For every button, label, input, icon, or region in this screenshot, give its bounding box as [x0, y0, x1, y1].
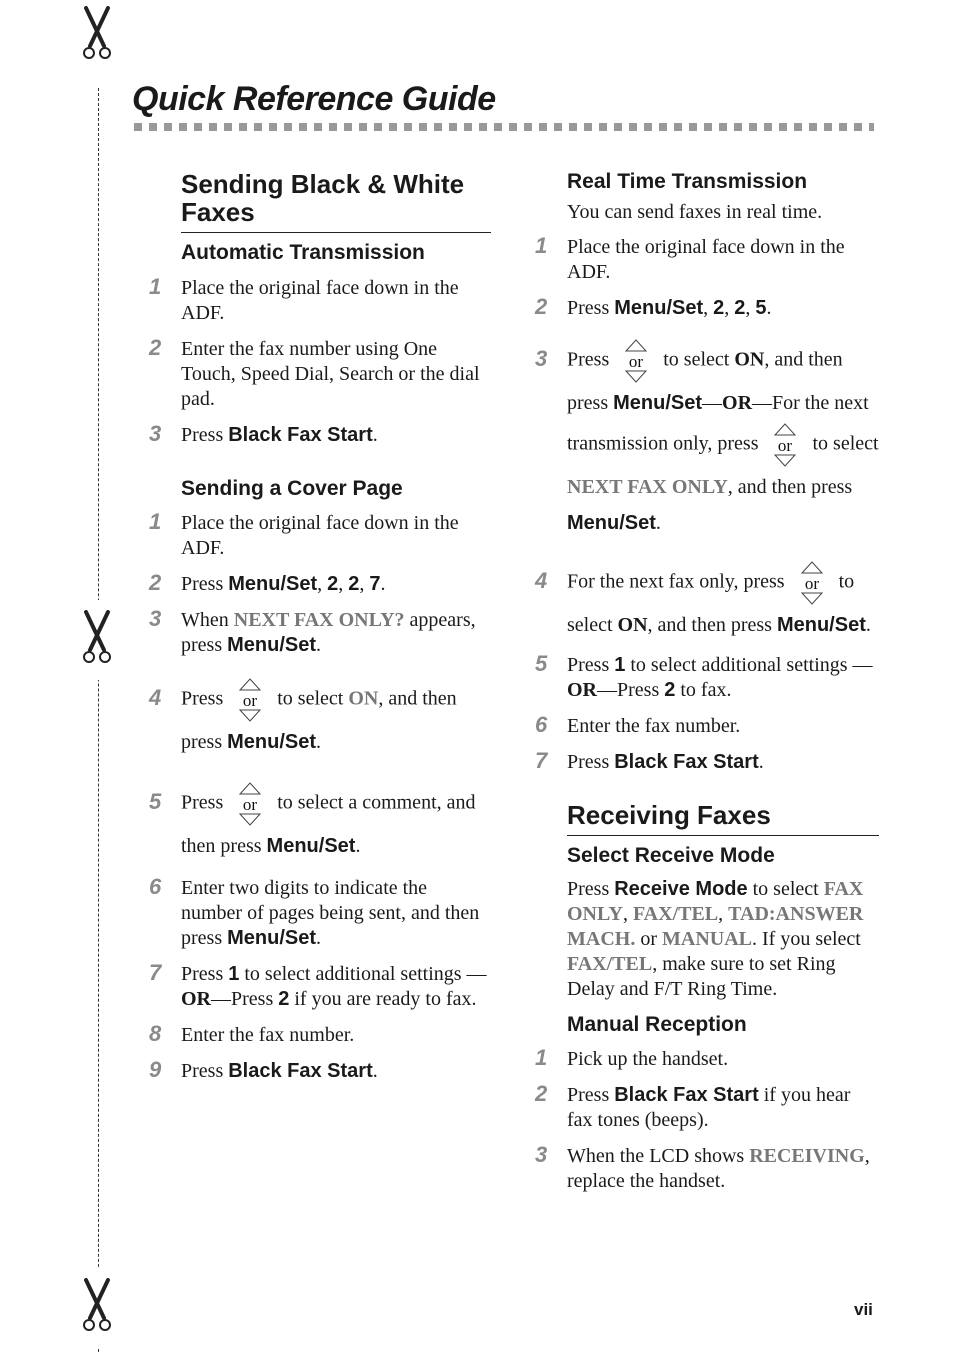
key-name: 2: [278, 988, 290, 1010]
step-text: .: [316, 927, 322, 949]
step: [149, 1021, 491, 1048]
step-text: When: [181, 609, 234, 631]
step: [535, 559, 879, 643]
key-name: 2: [327, 573, 339, 595]
step: [149, 509, 491, 561]
navigation-key-icon: [232, 676, 268, 724]
scissors-icon: [80, 610, 114, 666]
step: [149, 335, 491, 412]
lcd-text: ON: [348, 687, 379, 710]
step-text: .: [655, 512, 661, 534]
step: [149, 421, 491, 448]
key-name: 7: [369, 573, 381, 595]
key-name: 2: [713, 297, 725, 319]
step-text: , replace the handset.: [567, 1145, 870, 1192]
lcd-text: ON: [734, 348, 765, 371]
step: [149, 606, 491, 658]
lcd-text: NEXT FAX ONLY?: [233, 609, 405, 631]
step-number: 3: [535, 1142, 548, 1167]
step: [535, 748, 879, 775]
step-text: to select additional settings —: [239, 963, 487, 985]
heading-select-receive-mode: Select Receive Mode: [567, 844, 775, 867]
key-name: Menu/Set: [227, 634, 317, 656]
step-text: Enter the fax number using One Touch, Speed Dial, Search or the dial pad.: [181, 338, 480, 410]
or-text: OR: [722, 392, 753, 414]
step-text: ,: [359, 573, 370, 595]
step: [535, 233, 879, 285]
step-number: 5: [149, 789, 162, 814]
step-number: 1: [149, 509, 162, 534]
step-text: When the LCD shows: [567, 1145, 750, 1167]
key-name: Menu/Set: [227, 731, 317, 753]
step: [535, 1045, 879, 1072]
step-number: 2: [535, 294, 548, 319]
svg-text:or: or: [778, 436, 793, 455]
key-name: Black Fax Start: [614, 1084, 759, 1106]
step-number: 4: [149, 685, 162, 710]
step-text: Press: [567, 751, 615, 773]
step-text: to select: [812, 432, 879, 455]
section-title-receiving: Receiving Faxes: [567, 801, 879, 836]
step-text: —Press: [211, 988, 279, 1010]
step-text: to select: [567, 570, 855, 636]
section-title-sending: Sending Black & White Faxes: [181, 170, 491, 233]
step: [149, 676, 491, 760]
key-name: 1: [228, 963, 240, 985]
step-text: Press: [181, 963, 229, 985]
navigation-key-icon: [767, 421, 803, 469]
text: ,: [718, 903, 729, 925]
text: . If you select: [752, 928, 861, 950]
title-divider: [134, 123, 874, 131]
step-text: .: [766, 297, 772, 319]
receive-mode-text: [567, 877, 879, 1002]
step-text: ,: [703, 297, 714, 319]
step-number: 1: [149, 274, 162, 299]
key-name: 1: [614, 654, 626, 676]
step-text: —Press: [597, 679, 665, 701]
scissors-icon: [80, 1278, 114, 1334]
step-text: Press: [181, 1060, 229, 1082]
step-text: if you are ready to fax.: [289, 988, 477, 1010]
step-number: 9: [149, 1057, 162, 1082]
step-text: Enter the fax number.: [567, 715, 741, 737]
step-text: .: [372, 424, 378, 446]
step-number: 2: [535, 1081, 548, 1106]
step-text: .: [372, 1060, 378, 1082]
step-text: ,: [338, 573, 349, 595]
key-name: 2: [348, 573, 360, 595]
step-text: Press: [181, 791, 224, 814]
step-text: .: [316, 634, 322, 656]
step-number: 4: [535, 568, 548, 593]
step-text: Place the original face down in the ADF.: [181, 277, 459, 324]
svg-text:or: or: [804, 574, 819, 593]
key-name: 2: [734, 297, 746, 319]
step-text: —For the next transmission only, press: [567, 392, 869, 455]
step: [535, 1142, 879, 1194]
step: [535, 1081, 879, 1133]
heading-automatic-transmission: Automatic Transmission: [181, 241, 425, 264]
heading-manual-reception: Manual Reception: [567, 1013, 747, 1036]
key-name: Menu/Set: [567, 512, 656, 534]
step-number: 2: [149, 335, 162, 360]
heading-cover-page: Sending a Cover Page: [181, 477, 403, 500]
step: [149, 780, 491, 864]
step-text: .: [355, 835, 361, 857]
step: [535, 337, 879, 541]
heading-real-time-transmission: Real Time Transmission: [567, 170, 808, 193]
step-number: 6: [535, 712, 548, 737]
key-name: 2: [664, 679, 676, 701]
step-text: if you hear fax tones (beeps).: [567, 1084, 851, 1131]
step-text: Press: [181, 424, 229, 446]
step-text: Place the original face down in the ADF.: [181, 512, 459, 559]
step: [535, 294, 879, 321]
navigation-key-icon: [232, 780, 268, 828]
key-name: Menu/Set: [227, 927, 317, 949]
svg-text:or: or: [243, 691, 258, 710]
step-text: Press: [567, 654, 615, 676]
page-title: Quick Reference Guide: [132, 80, 496, 118]
step-number: 8: [149, 1021, 162, 1046]
key-name: Black Fax Start: [614, 751, 759, 773]
lcd-text: FAX/TEL: [632, 903, 719, 925]
text: ,: [622, 903, 633, 925]
lcd-text: TAD:ANSWER MACH.: [567, 903, 864, 950]
step-text: to select a comment, and then press: [181, 791, 476, 857]
lcd-text: RECEIVING: [749, 1145, 865, 1167]
left-column: [149, 169, 491, 1084]
step-number: 2: [149, 570, 162, 595]
step: [149, 274, 491, 326]
key-name: Black Fax Start: [228, 1060, 373, 1082]
step-number: 1: [535, 233, 548, 258]
cut-line: [98, 88, 99, 1352]
key-name: Menu/Set: [266, 835, 356, 857]
step-text: Press: [567, 348, 610, 371]
step-number: 5: [535, 651, 548, 676]
step: [149, 1057, 491, 1084]
navigation-key-icon: [794, 559, 830, 607]
step-text: to select: [663, 348, 735, 371]
intro-text: You can send faxes in real time.: [567, 201, 823, 223]
step-text: Pick up the handset.: [567, 1048, 729, 1070]
step-text: .: [758, 751, 764, 773]
text: to select: [747, 878, 824, 900]
step-text: to select additional settings —: [625, 654, 873, 676]
step-text: , and then press: [647, 614, 777, 636]
step-text: , and then press: [567, 348, 843, 414]
svg-text:or: or: [629, 352, 644, 371]
step-text: —: [702, 392, 723, 414]
text: , make sure to set Ring Delay and F/T Ring Time.: [567, 953, 836, 1000]
step-text: to select: [277, 687, 349, 710]
step-text: Press: [181, 687, 224, 710]
step-number: 1: [535, 1045, 548, 1070]
step-text: ,: [745, 297, 756, 319]
lcd-text: MANUAL: [662, 928, 752, 950]
step-text: to fax.: [675, 679, 732, 701]
or-text: OR: [181, 988, 211, 1010]
step: [149, 874, 491, 951]
step-text: Place the original face down in the ADF.: [567, 236, 845, 283]
lcd-text: FAX ONLY: [567, 878, 864, 925]
text: or: [635, 928, 662, 950]
step-text: .: [316, 731, 322, 753]
key-name: Receive Mode: [614, 878, 748, 900]
step-text: Enter two digits to indicate the number of pages being sent, and then press: [181, 877, 480, 949]
key-name: 5: [755, 297, 767, 319]
step: [149, 570, 491, 597]
step-text: , and then press: [181, 687, 457, 753]
step-text: ,: [317, 573, 328, 595]
page-number: vii: [854, 1300, 873, 1319]
step-text: Press: [567, 297, 615, 319]
lcd-text: FAX/TEL: [567, 953, 653, 975]
step-text: Enter the fax number.: [181, 1024, 355, 1046]
step: [535, 651, 879, 703]
step-number: 3: [149, 606, 162, 631]
key-name: Menu/Set: [614, 297, 704, 319]
lcd-text: NEXT FAX ONLY: [567, 476, 728, 498]
key-name: Menu/Set: [776, 614, 866, 636]
step-text: ,: [724, 297, 735, 319]
step-text: .: [380, 573, 386, 595]
text: Press: [567, 878, 615, 900]
navigation-key-icon: [618, 337, 654, 385]
step-number: 3: [149, 421, 162, 446]
step-text: appears, press: [181, 609, 476, 656]
step-text: .: [865, 614, 871, 636]
right-column: [535, 170, 879, 1194]
lcd-text: ON: [617, 614, 648, 636]
step: [149, 960, 491, 1012]
step-text: Press: [181, 573, 229, 595]
step-number: 6: [149, 874, 162, 899]
step-number: 7: [149, 960, 162, 985]
or-text: OR: [567, 679, 597, 701]
step-number: 3: [535, 346, 548, 371]
step: [535, 712, 879, 739]
step-text: Press: [567, 1084, 615, 1106]
step-number: 7: [535, 748, 548, 773]
step-text: , and then press: [727, 476, 853, 498]
key-name: Menu/Set: [613, 392, 703, 414]
step-text: For the next fax only, press: [567, 570, 785, 593]
key-name: Menu/Set: [228, 573, 318, 595]
key-name: Black Fax Start: [228, 424, 373, 446]
scissors-icon: [80, 6, 114, 62]
svg-text:or: or: [243, 795, 258, 814]
